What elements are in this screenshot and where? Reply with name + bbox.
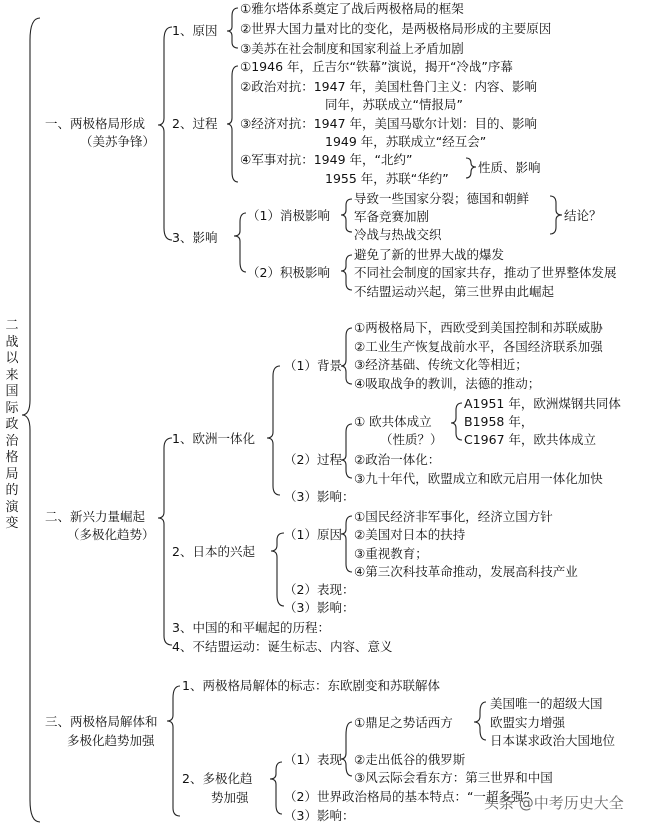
s2-rbyy-item: ②美国对日本的扶持 [354, 527, 466, 542]
s1-gc-item: ③经济对抗：1947 年，美国马歇尔计划：目的、影响 [240, 116, 537, 131]
s1-yy-label: 1、原因 [172, 23, 218, 38]
s2-ogt-sub: B1958 年， [464, 414, 534, 429]
s2-rbyy-item: ①国民经济非军事化，经济立国方针 [354, 509, 553, 524]
s2-rb-bx: （2）表现： [284, 582, 355, 597]
s1-title: 一、两极格局形成 [45, 116, 146, 131]
s3-west-item: 欧盟实力增强 [490, 715, 566, 730]
s1-pos-item: 避免了新的世界大战的爆发 [354, 247, 505, 262]
s3-yx: （3）影响： [284, 808, 355, 823]
s1-yy-bracket [227, 8, 238, 48]
s2-title: 二、新兴力量崛起 [45, 509, 146, 524]
s3-subtitle: 多极化趋势加强 [67, 733, 155, 748]
s1-gc-item: ④军事对抗：1949 年，“北约” [240, 152, 413, 167]
s2-ogt-sub: A1951 年，欧洲煤钢共同体 [464, 396, 621, 411]
s2-bj-bracket [341, 328, 352, 384]
s2-bjm: 4、不结盟运动：诞生标志、内容、意义 [172, 639, 393, 654]
s1-mil-bracket [466, 158, 476, 178]
s2-oz-yx: （3）影响： [284, 489, 355, 504]
s3-i2-label: 2、多极化趋 [182, 771, 253, 786]
s2-bj-label: （1）背景 [284, 358, 342, 373]
s1-neg-tail: 结论？ [564, 208, 602, 223]
s1-neg-item: 军备竞赛加剧 [354, 209, 430, 224]
s2-rb-bracket [271, 533, 284, 606]
s2-rb-yx: （3）影响： [284, 600, 355, 615]
s3-td: （2）世界政治格局的基本特点：“一超多强” [284, 789, 530, 804]
s1-yy-item: ①雅尔塔体系奠定了战后两极格局的框架 [240, 1, 464, 16]
s1-yy-item: ③美苏在社会制度和国家利益上矛盾加剧 [240, 41, 464, 56]
s2-oz-bracket [267, 366, 280, 495]
s1-pos-label: （2）积极影响 [247, 265, 330, 280]
s1-pos-bracket [341, 255, 352, 290]
s1-neg-label: （1）消极影响 [247, 208, 330, 223]
s1-yx-label: 3、影响 [172, 230, 218, 245]
s3-i2-bracket [270, 762, 282, 814]
s2-ogt-label: ① 欧共体成立 [354, 414, 432, 429]
s2-ogt-bracket [451, 403, 462, 440]
s1-gc-item: 1955 年，苏联“华约” [325, 171, 449, 186]
s2-bj-item: ③经济基础、传统文化等相近； [354, 357, 528, 372]
s3-bx-bracket [341, 722, 352, 776]
s1-neg-item: 冷战与热战交织 [354, 227, 442, 242]
s1-neg-item: 导致一些国家分裂；德国和朝鲜 [354, 191, 530, 206]
s2-rbyy-label: （1）原因 [284, 527, 342, 542]
s2-gc-item: ②政治一体化： [354, 452, 441, 467]
s2-rbyy-bracket [341, 516, 352, 572]
s1-bracket [158, 27, 172, 240]
s2-bracket [158, 438, 172, 645]
s1-gc-bracket [227, 66, 238, 182]
s1-neg-bracket [341, 199, 352, 232]
s1-gc-mil-tail: 性质、影响 [478, 160, 541, 175]
s1-gc-item: ②政治对抗：1947 年，美国杜鲁门主义：内容、影响 [240, 79, 537, 94]
s2-rbyy-item: ③重视教育； [354, 546, 428, 561]
s2-ogt-note: （性质？） [380, 432, 443, 447]
s1-yx-bracket [234, 213, 246, 272]
s3-title: 三、两极格局解体和 [45, 714, 158, 729]
s3-bracket [167, 686, 180, 816]
s1-gc-item: ①1946 年，丘吉尔“铁幕”演说，揭开“冷战”序幕 [240, 59, 513, 74]
s3-i1: 1、两极格局解体的标志：东欧剧变和苏联解体 [182, 678, 440, 693]
s3-bx-label: （1）表现 [284, 752, 342, 767]
s2-gc-item: ③九十年代，欧盟成立和欧元启用一体化加快 [354, 471, 603, 486]
s1-subtitle: （美苏争锋） [80, 134, 156, 149]
s3-bx-item: ③风云际会看东方：第三世界和中国 [354, 770, 553, 785]
s2-rbyy-item: ④第三次科技革命推动，发展高科技产业 [354, 564, 578, 579]
s1-gc-item: 同年，苏联成立“情报局” [325, 97, 463, 112]
watermark: 头条 @中考历史大全 [484, 794, 624, 812]
s3-west-bracket [474, 702, 486, 740]
s1-neg-tail-bracket [550, 196, 562, 234]
s2-rb-label: 2、日本的兴起 [172, 544, 255, 559]
s1-gc-item: 1949 年，苏联成立“经互会” [325, 134, 487, 149]
s2-bj-item: ②工业生产恢复战前水平，各国经济联系加强 [354, 339, 603, 354]
s2-bj-item: ④吸取战争的教训，法德的推动； [354, 376, 541, 391]
s1-pos-item: 不结盟运动兴起，第三世界由此崛起 [354, 284, 555, 299]
s2-ogt-sub: C1967 年，欧共体成立 [464, 432, 597, 447]
s3-bx-item: ②走出低谷的俄罗斯 [354, 752, 466, 767]
s1-yy-item: ②世界大国力量对比的变化，是两极格局形成的主要原因 [240, 21, 552, 36]
s3-i2-label2: 势加强 [211, 790, 249, 805]
s2-zg: 3、中国的和平崛起的历程： [172, 620, 330, 635]
s1-pos-item: 不同社会制度的国家共存，推动了世界整体发展 [354, 265, 617, 280]
s2-gc-bracket [341, 424, 352, 478]
s3-west-item: 美国唯一的超级大国 [490, 696, 603, 711]
s2-bj-item: ①两极格局下，西欧受到美国控制和苏联威胁 [354, 320, 603, 335]
s2-oz-label: 1、欧洲一体化 [172, 431, 255, 446]
s3-bx-item: ①鼎足之势话西方 [354, 715, 453, 730]
root-title: 二战以来国际政治格局的演变 [5, 318, 19, 531]
s1-gc-label: 2、过程 [172, 116, 218, 131]
s2-subtitle: （多极化趋势） [67, 527, 155, 542]
s3-west-item: 日本谋求政治大国地位 [490, 733, 616, 748]
root-bracket [22, 18, 40, 822]
s2-gc-label: （2）过程 [284, 452, 342, 467]
